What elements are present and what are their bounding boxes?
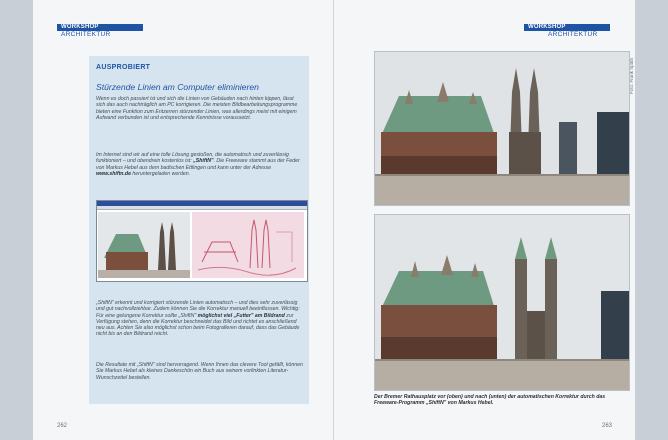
paragraph-2-text-e: heruntergeladen werden. xyxy=(130,170,191,177)
shiftn-url: www.shiftn.de xyxy=(96,170,131,177)
page-number-left: 262 xyxy=(57,423,68,429)
section-subtitle: ARCHITEKTUR xyxy=(61,31,111,38)
paragraph-2-text-a: Im Internet sind wir auf eine tolle Lösung gestoßen, die automatisch und zuverlässig funktioniert – und obendrein kostenlos ist: xyxy=(96,152,289,165)
photo-caption: Der Bremer Rathausplatz vor (oben) und nach (unten) der automatischen Korrektur durch das Freeware-Programm „ShiftN" von Markus Hebel. xyxy=(374,394,606,407)
screenshot-photo xyxy=(98,212,190,278)
screenshot-menubar xyxy=(97,206,307,210)
photo-after-correction xyxy=(374,214,630,391)
shiftn-name: „ShiftN" xyxy=(193,158,214,165)
photo-before-correction xyxy=(374,51,630,206)
paragraph-3 xyxy=(96,300,304,338)
software-screenshot xyxy=(96,200,308,282)
section-bar xyxy=(524,24,610,31)
paragraph-3-text-c: zur Verfügung stehen, denn die Korrektur beschneidet das Bild und richtet es anschließend neu aus. Achten Sie also möglichst schon beim Fotografieren darauf, dass das Gebäude nicht bis an den Bildrand reicht. xyxy=(96,312,300,338)
page-number-right: 263 xyxy=(602,423,613,429)
screenshot-edge-map xyxy=(192,212,304,278)
photo-credit: Foto: Frank Späth xyxy=(629,58,634,95)
right-page xyxy=(334,0,635,440)
box-heading: AUSPROBIERT xyxy=(96,64,151,71)
section-subtitle: ARCHITEKTUR xyxy=(548,31,598,38)
left-page xyxy=(33,0,334,440)
paragraph-4: Die Resultate mit „ShiftN" sind hervorragend. Wenn Ihnen das clevere Tool gefällt, können Sie Markus Hebel als kleines Dankeschön ein Buch aus seinem vorlinkten Literatur-Wunschzettel bestellen. xyxy=(96,362,303,381)
box-title: Stürzende Linien am Computer eliminieren xyxy=(96,82,259,92)
paragraph-2-text-c: . Die Freeware stammt aus der Feder von Markus Hebel aus dem badischen Ettlingen und kann unter der Adresse xyxy=(96,158,300,171)
photo-after-image xyxy=(375,215,629,390)
paragraph-3-highlight: möglichst viel „Futter" am Bildrand xyxy=(197,312,285,319)
paragraph-3-text-a: „ShiftN" erkennt und korrigiert stürzende Linien automatisch – und dies sehr zuverlässig und gut nachvollziehbar. Zudem können Sie die Korrektur manuell beeinflussen. Wichtig: Für eine gelungene Korrektur sollte „ShiftN" xyxy=(96,300,300,319)
section-label: WORKSHOP xyxy=(528,24,566,30)
screenshot-edge-pane xyxy=(192,212,304,278)
screenshot-photo-pane xyxy=(98,212,190,278)
section-bar xyxy=(57,24,143,31)
paragraph-1: Wenn es doch passiert ist und sich die Linien von Gebäuden nach hinten kippen, lässt sich das auch nachträglich am PC korrigieren. Die meisten Bildbearbeitungsprogramme bieten eine Funktion zum Entzerren stürzender Linien, was allerdings meist mit einigem Aufwand verbunden ist und entsprechende Kenntnisse voraussetzt. xyxy=(96,96,298,121)
section-label: WORKSHOP xyxy=(61,24,99,30)
paragraph-2 xyxy=(96,152,304,177)
photo-before-image xyxy=(375,52,629,205)
